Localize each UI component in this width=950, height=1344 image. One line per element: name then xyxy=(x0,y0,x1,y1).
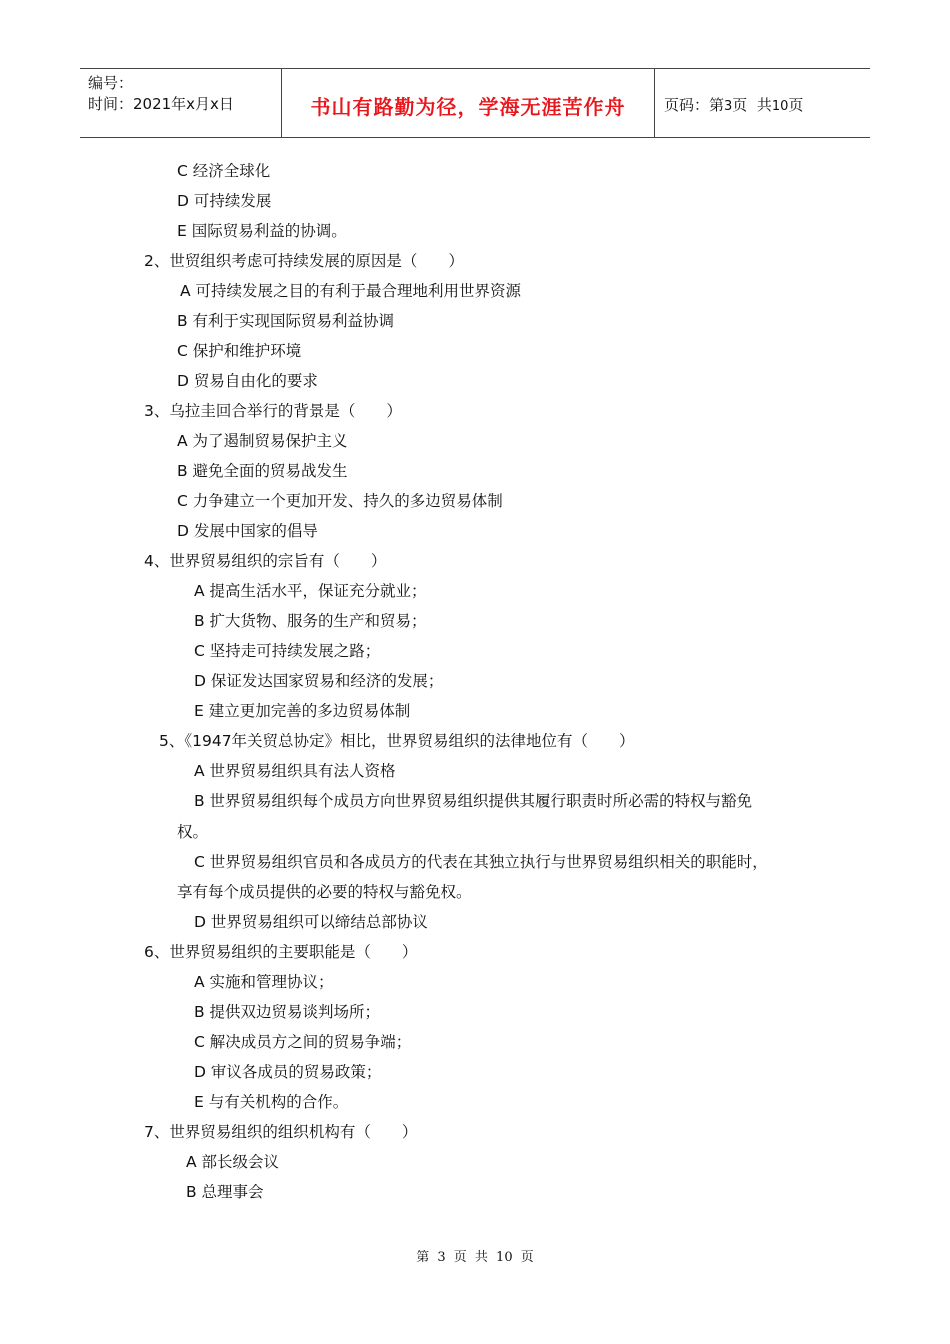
option-line: B 避免全面的贸易战发生 xyxy=(177,462,348,480)
option-line: 权。 xyxy=(177,823,209,841)
option-line: D 发展中国家的倡导 xyxy=(177,522,318,540)
option-line: D 保证发达国家贸易和经济的发展； xyxy=(194,672,444,690)
option-line: A 世界贸易组织具有法人资格 xyxy=(194,762,396,780)
option-line: E 建立更加完善的多边贸易体制 xyxy=(194,702,411,720)
header-meta xyxy=(88,73,234,115)
option-line: B 总理事会 xyxy=(186,1183,264,1201)
option-line: A 可持续发展之目的有利于最合理地利用世界资源 xyxy=(180,282,522,300)
option-line: C 保护和维护环境 xyxy=(177,342,302,360)
option-line: A 部长级会议 xyxy=(186,1153,280,1171)
question-line: 2、世贸组织考虑可持续发展的原因是（ ） xyxy=(144,252,464,270)
page-total: 10 xyxy=(771,99,789,114)
question-line: 3、乌拉圭回合举行的背景是（ ） xyxy=(144,402,402,420)
question-line: 6、世界贸易组织的主要职能是（ ） xyxy=(144,943,418,961)
page-header xyxy=(80,68,870,138)
option-line: E 国际贸易利益的协调。 xyxy=(177,222,347,240)
option-line: A 为了遏制贸易保护主义 xyxy=(177,432,348,450)
option-line: B 有利于实现国际贸易利益协调 xyxy=(177,312,395,330)
option-line: C 经济全球化 xyxy=(177,162,271,180)
option-line: 享有每个成员提供的必要的特权与豁免权。 xyxy=(177,883,472,901)
option-line: B 提供双边贸易谈判场所； xyxy=(194,1003,381,1021)
option-line: D 贸易自由化的要求 xyxy=(177,372,318,390)
time-label: 时间：2021年x月x日 xyxy=(88,95,234,113)
option-line: C 世界贸易组织官员和各成员方的代表在其独立执行与世界贸易组织相关的职能时， xyxy=(194,853,768,871)
option-line: A 提高生活水平，保证充分就业； xyxy=(194,582,427,600)
option-line: D 世界贸易组织可以缔结总部协议 xyxy=(194,913,428,931)
header-motto: 书山有路勤为径，学海无涯苦作舟 xyxy=(310,95,626,119)
page-footer: 第 3 页 共 10 页 xyxy=(416,1250,534,1265)
header-page-number xyxy=(664,94,803,115)
option-line: C 坚持走可持续发展之路； xyxy=(194,642,381,660)
page-suffix: 页 xyxy=(788,96,804,114)
page-mid: 页 共 xyxy=(732,96,772,114)
code-label: 编号： xyxy=(88,74,134,92)
question-line: 7、世界贸易组织的组织机构有（ ） xyxy=(144,1123,418,1141)
question-line: 5、《1947年关贸总协定》相比，世界贸易组织的法律地位有（ ） xyxy=(159,732,635,750)
option-line: D 审议各成员的贸易政策； xyxy=(194,1063,382,1081)
option-line: D 可持续发展 xyxy=(177,192,272,210)
option-line: B 扩大货物、服务的生产和贸易； xyxy=(194,612,427,630)
option-line: A 实施和管理协议； xyxy=(194,973,334,991)
option-line: B 世界贸易组织每个成员方向世界贸易组织提供其履行职责时所必需的特权与豁免 xyxy=(194,792,753,810)
page-prefix: 页码：第 xyxy=(664,96,725,114)
option-line: C 力争建立一个更加开发、持久的多边贸易体制 xyxy=(177,492,503,510)
page-current: 3 xyxy=(724,99,733,114)
header-divider xyxy=(654,69,655,137)
option-line: C 解决成员方之间的贸易争端； xyxy=(194,1033,412,1051)
option-line: E 与有关机构的合作。 xyxy=(194,1093,349,1111)
question-line: 4、世界贸易组织的宗旨有（ ） xyxy=(144,552,387,570)
